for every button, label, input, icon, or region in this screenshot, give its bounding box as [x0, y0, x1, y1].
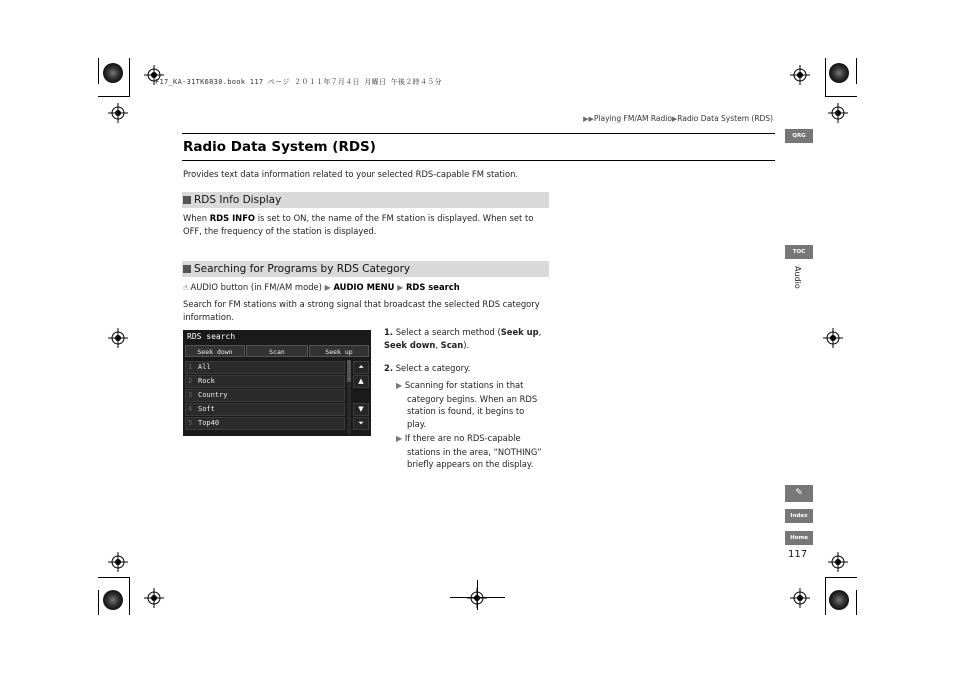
scrollbar[interactable] [347, 360, 351, 434]
wrench-icon[interactable]: ✎ [785, 485, 813, 502]
scroll-up-icon[interactable]: ▲ [353, 375, 369, 388]
registration-star-icon [103, 590, 123, 610]
index-tab[interactable]: Index [785, 509, 813, 523]
scroll-down-icon[interactable]: ▼ [353, 403, 369, 416]
rds-search-term: RDS search [405, 282, 460, 292]
list-item[interactable]: 3 Country [185, 389, 345, 402]
crosshair-icon [823, 328, 843, 348]
crosshair-icon [144, 588, 164, 608]
crosshair-icon [790, 588, 810, 608]
audio-menu-term: AUDIO MENU [333, 282, 395, 292]
crosshair-icon [828, 552, 848, 572]
page-number: 117 [788, 549, 808, 560]
seek-up-button[interactable]: Seek up [309, 345, 369, 357]
section-heading-rds-category [182, 261, 549, 277]
rds-info-description: When RDS INFO is set to ON, the name of the FM station is displayed. When set to OFF, the frequency of the station is displayed. [183, 213, 534, 236]
rds-info-term: RDS INFO [209, 213, 256, 223]
title-top-rule [182, 133, 775, 134]
rds-search-screen [183, 330, 371, 436]
home-tab[interactable]: Home [785, 531, 813, 545]
list-item[interactable]: 2 Rock [185, 375, 345, 388]
breadcrumb-current: Radio Data System (RDS) [677, 114, 773, 123]
title-bottom-rule [182, 160, 775, 161]
list-item[interactable]: 4 Soft [185, 403, 345, 416]
section-label-audio: Audio [793, 266, 802, 289]
page-up-icon[interactable]: ⏶ [353, 361, 369, 374]
step-1: 1. Select a search method (Seek up, Seek down, Scan). [384, 327, 542, 350]
list-item[interactable]: 5 Top40 [185, 417, 345, 430]
registration-star-icon [829, 590, 849, 610]
step-2: 2. Select a category. [384, 363, 471, 373]
intro-text: Provides text data information related to your selected RDS-capable FM station. [183, 169, 519, 179]
crosshair-icon [790, 65, 810, 85]
arrow-icon: ▶ [324, 283, 331, 292]
qrg-tab[interactable]: QRG [785, 129, 813, 143]
page-title: Radio Data System (RDS) [183, 139, 376, 155]
arrow-icon: ▶ [396, 434, 403, 443]
toc-tab[interactable]: TOC [785, 245, 813, 259]
square-bullet-icon [183, 196, 191, 204]
print-header-info: F17_KA-31TK6830.book 117 ページ ２０１１年７月４日 月曜日 午後２時４５分 [155, 78, 442, 86]
crosshair-icon [108, 103, 128, 123]
hand-pointer-icon: ☝ [183, 283, 188, 292]
crosshair-icon [828, 103, 848, 123]
arrow-icon: ▶ [396, 381, 403, 390]
square-bullet-icon [183, 265, 191, 273]
breadcrumb [583, 114, 773, 123]
scrollbar-thumb[interactable] [347, 360, 351, 382]
section-heading-rds-info [182, 192, 549, 208]
arrow-icon: ▶ [671, 115, 678, 123]
step-2-note-1: ▶ Scanning for stations in that category begins. When an RDS station is found, it begins to play. [396, 380, 538, 429]
breadcrumb-parent[interactable]: Playing FM/AM Radio [593, 114, 672, 123]
crosshair-icon [108, 328, 128, 348]
list-item[interactable]: 1 All [185, 361, 345, 374]
menu-path: ☝ AUDIO button (in FM/AM mode) ▶ AUDIO MENU ▶ RDS search [183, 282, 460, 292]
arrow-icon: ▶ [397, 283, 404, 292]
registration-star-icon [103, 63, 123, 83]
seek-down-button[interactable]: Seek down [185, 345, 245, 357]
double-arrow-icon: ▶▶ [583, 115, 594, 123]
section-heading-label: RDS Info Display [194, 194, 282, 206]
screen-title: RDS search [187, 332, 236, 341]
scan-button[interactable]: Scan [246, 345, 308, 357]
crosshair-icon [108, 552, 128, 572]
registration-star-icon [829, 63, 849, 83]
rds-search-description: Search for FM stations with a strong signal that broadcast the selected RDS category information. [183, 299, 540, 322]
step-2-note-2: ▶ If there are no RDS-capable stations in the area, “NOTHING” briefly appears on the display. [396, 433, 542, 469]
section-heading-label: Searching for Programs by RDS Category [194, 263, 411, 275]
page-down-icon[interactable]: ⏷ [353, 417, 369, 430]
